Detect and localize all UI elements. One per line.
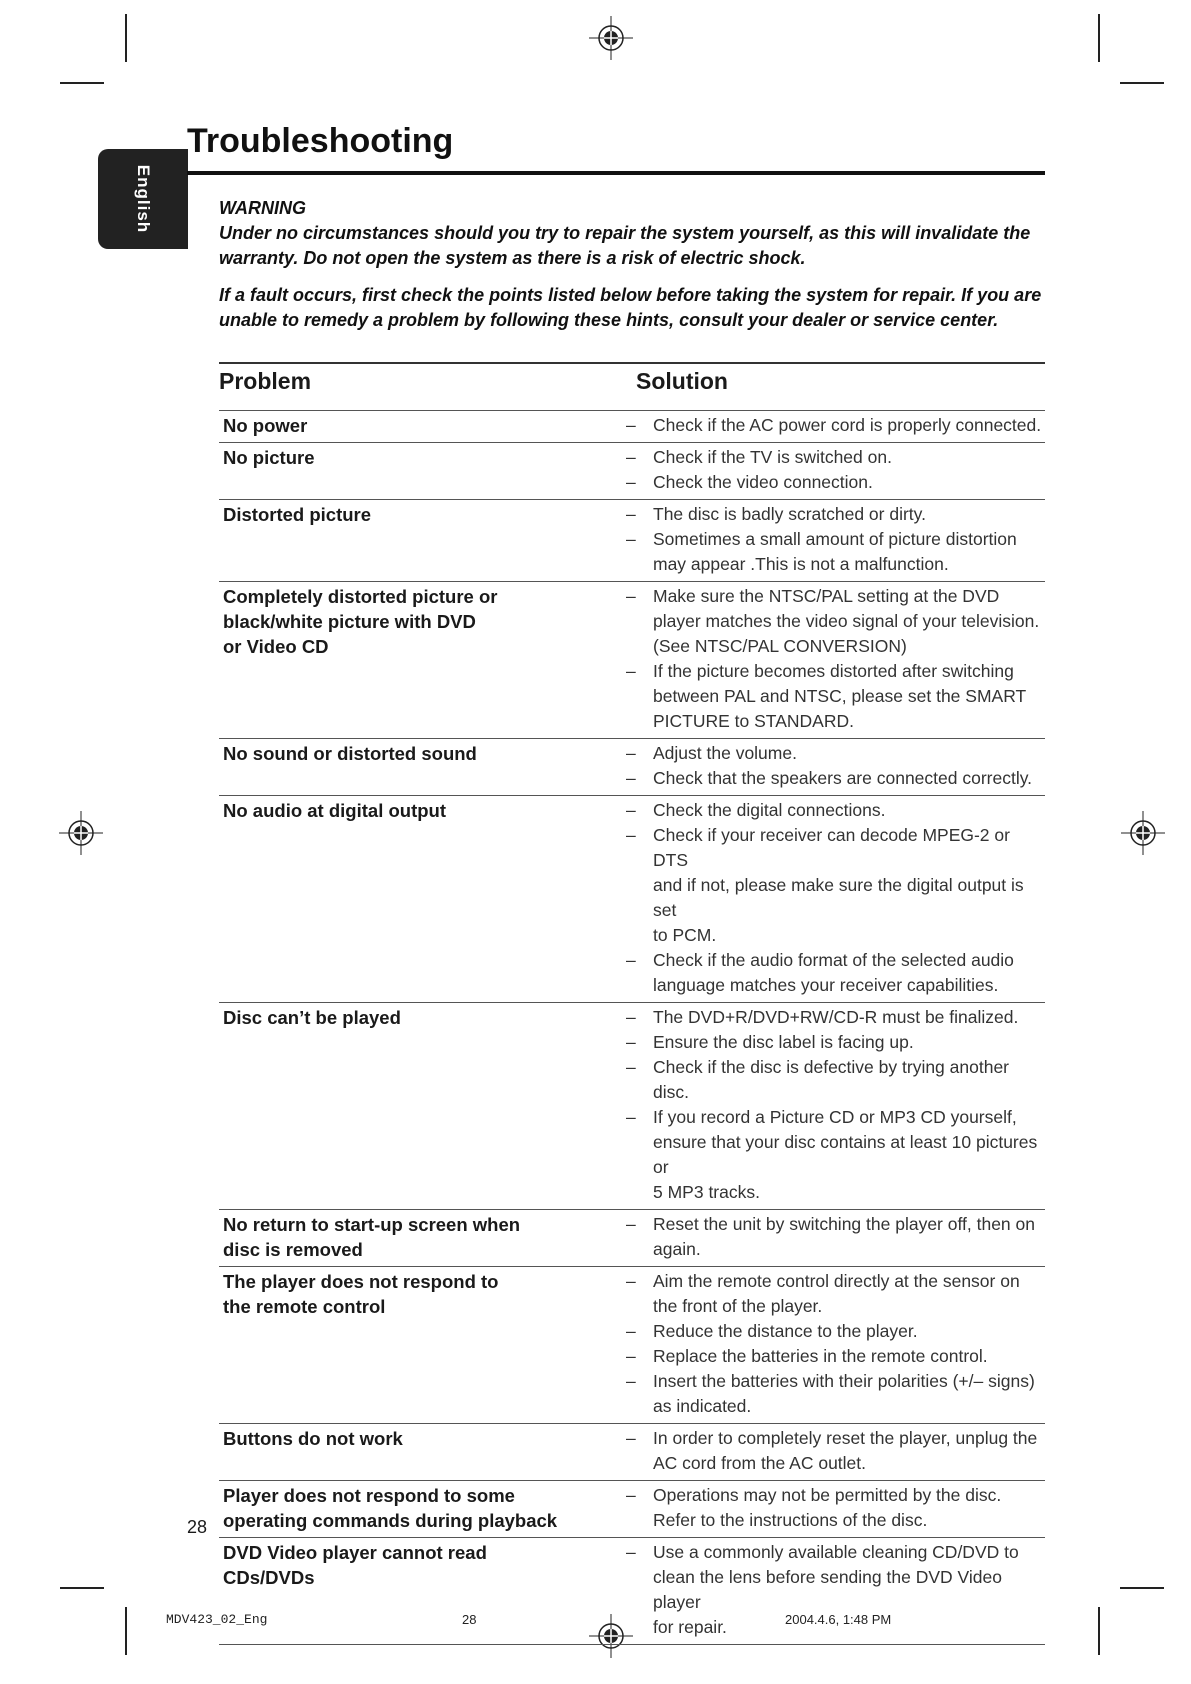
solution-dash: – xyxy=(626,1007,636,1027)
solution-dash: – xyxy=(626,661,636,681)
solution-item xyxy=(623,1269,1045,1319)
crop-mark xyxy=(60,82,104,84)
solution-text: Reset the unit by switching the player off, then on again. xyxy=(653,1214,1035,1259)
crop-mark xyxy=(1098,14,1100,62)
solution-dash: – xyxy=(626,1107,636,1127)
solution-text: Use a commonly available cleaning CD/DVD to clean the lens before sending the DVD Video player for repair. xyxy=(653,1542,1019,1637)
solution-item xyxy=(623,1483,1045,1533)
solution-text: Insert the batteries with their polarities (+/– signs) as indicated. xyxy=(653,1371,1035,1416)
registration-mark-icon xyxy=(1121,811,1165,855)
solution-item xyxy=(623,1426,1045,1476)
fault-instructions: unable to remedy a problem by following these hints, consult your dealer or service center. xyxy=(219,310,999,330)
solution-item xyxy=(623,1030,1045,1055)
problem-cell: No sound or distorted sound xyxy=(223,743,477,764)
page-title: Troubleshooting xyxy=(187,122,454,160)
solution-text: Replace the batteries in the remote control. xyxy=(653,1346,988,1366)
solution-dash: – xyxy=(626,950,636,970)
solution-text: Check if the TV is switched on. xyxy=(653,447,892,467)
solution-cell xyxy=(623,445,1045,495)
solution-item xyxy=(623,502,1045,527)
solution-dash: – xyxy=(626,1542,636,1562)
problem-cell: Completely distorted picture or black/white picture with DVD or Video CD xyxy=(223,586,498,657)
table-header xyxy=(219,364,1045,411)
crop-mark xyxy=(1120,1587,1164,1589)
solution-text: Check if your receiver can decode MPEG-2 or DTS and if not, please make sure the digital output is set to PCM. xyxy=(653,825,1024,945)
solution-text: Sometimes a small amount of picture distortion may appear .This is not a malfunction. xyxy=(653,529,1017,574)
solution-item xyxy=(623,798,1045,823)
solution-dash: – xyxy=(626,825,636,845)
solution-text: In order to completely reset the player, unplug the AC cord from the AC outlet. xyxy=(653,1428,1038,1473)
solution-text: If the picture becomes distorted after switching between PAL and NTSC, please set the SMART PICTURE to STANDARD. xyxy=(653,661,1027,731)
solution-dash: – xyxy=(626,1371,636,1391)
solution-cell xyxy=(623,1426,1045,1476)
solution-text: Check if the audio format of the selected audio language matches your receiver capabilities. xyxy=(653,950,1014,995)
solution-text: Aim the remote control directly at the sensor on the front of the player. xyxy=(653,1271,1020,1316)
solution-dash: – xyxy=(626,1032,636,1052)
solution-cell xyxy=(623,1212,1045,1262)
warning-heading: WARNING xyxy=(219,198,306,218)
troubleshooting-table xyxy=(219,362,1045,1645)
table-row xyxy=(219,1481,1045,1538)
table-row xyxy=(219,500,1045,582)
solution-dash: – xyxy=(626,472,636,492)
solution-item xyxy=(623,1105,1045,1205)
fault-instructions: If a fault occurs, first check the points listed below before taking the system for repair. If you are xyxy=(219,285,1042,305)
solution-text: The disc is badly scratched or dirty. xyxy=(653,504,926,524)
title-rule xyxy=(187,171,1045,175)
solution-dash: – xyxy=(626,415,636,435)
solution-item xyxy=(623,823,1045,948)
problem-cell: No picture xyxy=(223,447,315,468)
table-row xyxy=(219,1424,1045,1481)
problem-cell: The player does not respond to the remote control xyxy=(223,1271,499,1317)
solution-item xyxy=(623,584,1045,659)
solution-item xyxy=(623,1369,1045,1419)
solution-text: Operations may not be permitted by the disc. Refer to the instructions of the disc. xyxy=(653,1485,1002,1530)
solution-text: If you record a Picture CD or MP3 CD yourself, ensure that your disc contains at least 10 pictures or 5 MP3 tracks. xyxy=(653,1107,1038,1202)
footer-page: 28 xyxy=(462,1612,477,1627)
solution-dash: – xyxy=(626,1321,636,1341)
solution-text: Make sure the NTSC/PAL setting at the DVD player matches the video signal of your television. (See NTSC/PAL CONVERSION) xyxy=(653,586,1040,656)
registration-mark-icon xyxy=(589,16,633,60)
solution-item xyxy=(623,1212,1045,1262)
solution-dash: – xyxy=(626,1214,636,1234)
solution-text: The DVD+R/DVD+RW/CD-R must be finalized. xyxy=(653,1007,1019,1027)
solution-item xyxy=(623,445,1045,470)
solution-dash: – xyxy=(626,1428,636,1448)
crop-mark xyxy=(1098,1607,1100,1655)
table-row xyxy=(219,796,1045,1003)
problem-cell: No return to start-up screen when disc is removed xyxy=(223,1214,521,1260)
crop-mark xyxy=(1120,82,1164,84)
solution-text: Adjust the volume. xyxy=(653,743,797,763)
solution-text: Check the digital connections. xyxy=(653,800,886,820)
solution-dash: – xyxy=(626,1271,636,1291)
warning-text: Under no circumstances should you try to repair the system yourself, as this will invalidate the xyxy=(219,223,1031,243)
solution-text: Check the video connection. xyxy=(653,472,873,492)
solution-dash: – xyxy=(626,504,636,524)
solution-dash: – xyxy=(626,447,636,467)
solution-cell xyxy=(623,798,1045,998)
problem-cell: Player does not respond to some operating commands during playback xyxy=(223,1485,558,1531)
crop-mark xyxy=(125,1607,127,1655)
solution-cell xyxy=(623,1269,1045,1419)
solution-cell xyxy=(623,741,1045,791)
crop-mark xyxy=(125,14,127,62)
solution-dash: – xyxy=(626,1485,636,1505)
problem-column-header: Problem xyxy=(219,368,312,394)
problem-cell: Disc can’t be played xyxy=(223,1007,401,1028)
crop-mark xyxy=(60,1587,104,1589)
table-body xyxy=(219,411,1045,1645)
warning-text: warranty. Do not open the system as there is a risk of electric shock. xyxy=(219,248,806,268)
solution-dash: – xyxy=(626,586,636,606)
problem-cell: DVD Video player cannot read CDs/DVDs xyxy=(223,1542,487,1588)
solution-dash: – xyxy=(626,768,636,788)
table-row xyxy=(219,1210,1045,1267)
solution-column-header: Solution xyxy=(636,368,728,394)
solution-text: Check if the disc is defective by trying another disc. xyxy=(653,1057,1010,1102)
solution-item xyxy=(623,766,1045,791)
solution-dash: – xyxy=(626,1346,636,1366)
footer-filename: MDV423_02_Eng xyxy=(166,1612,268,1627)
solution-dash: – xyxy=(626,800,636,820)
solution-item xyxy=(623,948,1045,998)
solution-dash: – xyxy=(626,1057,636,1077)
solution-cell xyxy=(623,1483,1045,1533)
registration-mark-icon xyxy=(59,811,103,855)
problem-cell: Buttons do not work xyxy=(223,1428,403,1449)
solution-item xyxy=(623,470,1045,495)
solution-text: Ensure the disc label is facing up. xyxy=(653,1032,914,1052)
problem-cell: Distorted picture xyxy=(223,504,372,525)
solution-cell xyxy=(623,413,1045,438)
solution-item xyxy=(623,1055,1045,1105)
table-row xyxy=(219,739,1045,796)
solution-text: Reduce the distance to the player. xyxy=(653,1321,918,1341)
solution-item xyxy=(623,1005,1045,1030)
solution-item xyxy=(623,741,1045,766)
solution-item xyxy=(623,527,1045,577)
solution-item xyxy=(623,1319,1045,1344)
table-row xyxy=(219,1538,1045,1645)
solution-item xyxy=(623,1344,1045,1369)
solution-item xyxy=(623,659,1045,734)
solution-item xyxy=(623,413,1045,438)
problem-cell: No audio at digital output xyxy=(223,800,446,821)
table-row xyxy=(219,582,1045,739)
table-row xyxy=(219,443,1045,500)
solution-text: Check that the speakers are connected correctly. xyxy=(653,768,1033,788)
solution-dash: – xyxy=(626,743,636,763)
problem-cell: No power xyxy=(223,415,308,436)
solution-dash: – xyxy=(626,529,636,549)
table-row xyxy=(219,411,1045,443)
solution-cell xyxy=(623,502,1045,577)
language-tab-label: English xyxy=(134,164,153,234)
table-row xyxy=(219,1003,1045,1210)
footer-datetime: 2004.4.6, 1:48 PM xyxy=(785,1612,892,1627)
table-row xyxy=(219,1267,1045,1424)
solution-text: Check if the AC power cord is properly connected. xyxy=(653,415,1042,435)
solution-cell xyxy=(623,584,1045,734)
page-number: 28 xyxy=(187,1517,208,1537)
solution-cell xyxy=(623,1005,1045,1205)
